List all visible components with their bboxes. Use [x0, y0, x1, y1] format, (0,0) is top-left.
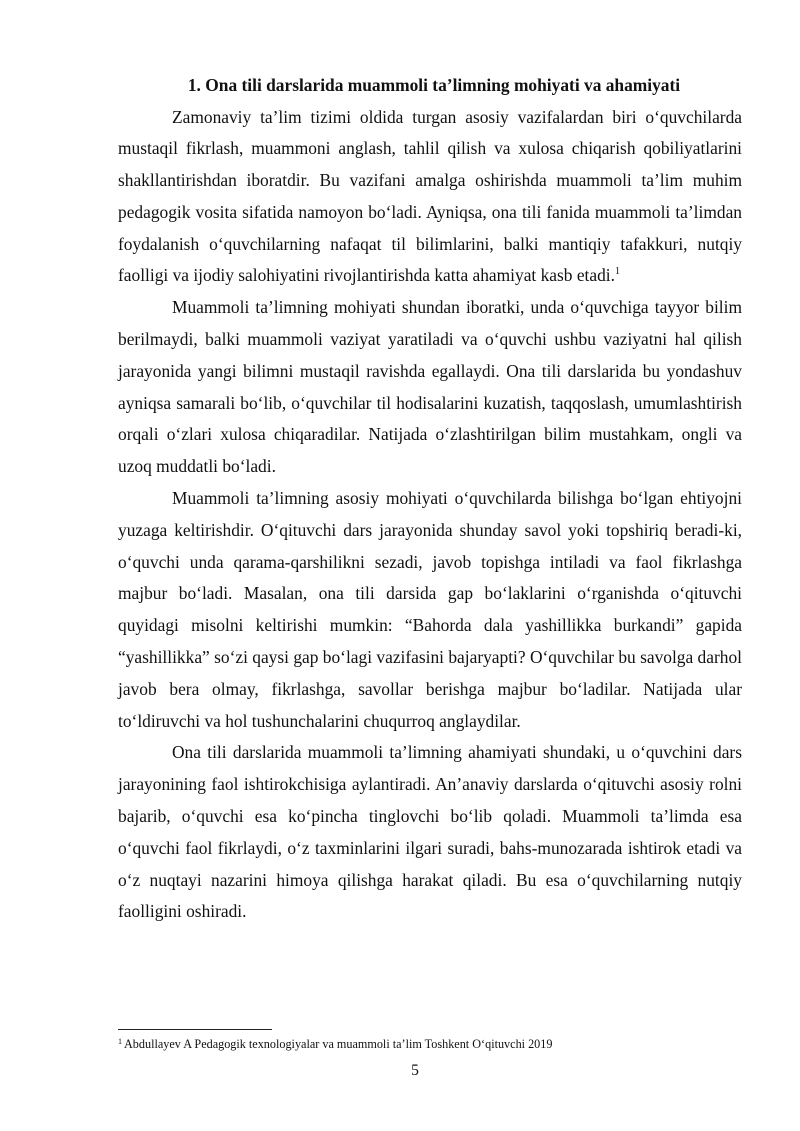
paragraph-3-text: Muammoli ta’limning asosiy mohiyati o‘quvchilarda bilishga bo‘lgan ehtiyojni yuzaga keltirishdir. O‘qituvchi dars jarayonida shunday savol yoki topshiriq beradi-ki, o‘quvchi unda qarama-qarshilikni sezadi, javob topishga intiladi va faol fikrlashga majbur bo‘ladi. Masalan, ona tili darsida gap bo‘laklarini o‘rganishda o‘qituvchi quyidagi misolni keltirishi mumkin: “Bahorda dala yashillikka burkandi” gapida “yashillikka” so‘zi qaysi gap bo‘lagi vazifasini bajaryapti? O‘quvchilar bu savolga darhol javob bera olmay, fikrlashga, savollar berishga majbur bo‘ladilar. Natijada ular to‘ldiruvchi va hol tushunchalarini chuqurroq anglaydilar.	[118, 488, 742, 731]
footnote-text: Abdullayev A Pedagogik texnologiyalar va muammoli ta’lim Toshkent O‘qituvchi 2019	[124, 1037, 553, 1051]
page-body	[118, 70, 742, 928]
footnote-separator	[118, 1029, 272, 1030]
paragraph-3	[118, 483, 742, 737]
paragraph-1	[118, 102, 742, 293]
footnote	[118, 1037, 742, 1052]
page-number: 5	[411, 1062, 419, 1079]
footnote-reference[interactable]: 1	[614, 266, 620, 278]
paragraph-2	[118, 292, 742, 483]
paragraph-4	[118, 737, 742, 928]
paragraph-2-text: Muammoli ta’limning mohiyati shundan iboratki, unda o‘quvchiga tayyor bilim berilmaydi, balki muammoli vaziyat yaratiladi va o‘quvchi ushbu vaziyatni hal qilish jarayonida yangi bilimni mustaqil ravishda egallaydi. Ona tili darslarida bu yondashuv ayniqsa samarali bo‘lib, o‘quvchilar til hodisalarini kuzatish, taqqoslash, umumlashtirish orqali o‘zlari xulosa chiqaradilar. Natijada o‘zlashtirilgan bilim mustahkam, ongli va uzoq muddatli bo‘ladi.	[118, 297, 742, 477]
footnote-mark: 1	[118, 1037, 122, 1046]
paragraph-4-text: Ona tili darslarida muammoli ta’limning ahamiyati shundaki, u o‘quvchini dars jarayonining faol ishtirokchisiga aylantiradi. An’anaviy darslarda o‘qituvchi asosiy rolni bajarib, o‘quvchi esa ko‘pincha tinglovchi bo‘lib qoladi. Muammoli ta’limda esa o‘quvchi faol fikrlaydi, o‘z taxminlarini ilgari suradi, bahs-munozarada ishtirok etadi va o‘z nuqtayi nazarini himoya qilishga harakat qiladi. Bu esa o‘quvchilarning nutqiy faolligini oshiradi.	[118, 742, 742, 922]
paragraph-1-text: Zamonaviy ta’lim tizimi oldida turgan asosiy vazifalardan biri o‘quvchilarda mustaqil fikrlash, muammoni anglash, tahlil qilish va xulosa chiqarish qobiliyatlarini shakllantirishdan iboratdir. Bu vazifani amalga oshirishda muammoli ta’lim muhim pedagogik vosita sifatida namoyon bo‘ladi. Ayniqsa, ona tili fanida muammoli ta’limdan foydalanish o‘quvchilarning nafaqat til bilimlarini, balki mantiqiy tafakkuri, nutqiy faolligi va ijodiy salohiyatini rivojlantirishda katta ahamiyat kasb etadi.	[118, 106, 742, 286]
section-title: 1. Ona tili darslarida muammoli ta’limning mohiyati va ahamiyati	[187, 75, 681, 95]
